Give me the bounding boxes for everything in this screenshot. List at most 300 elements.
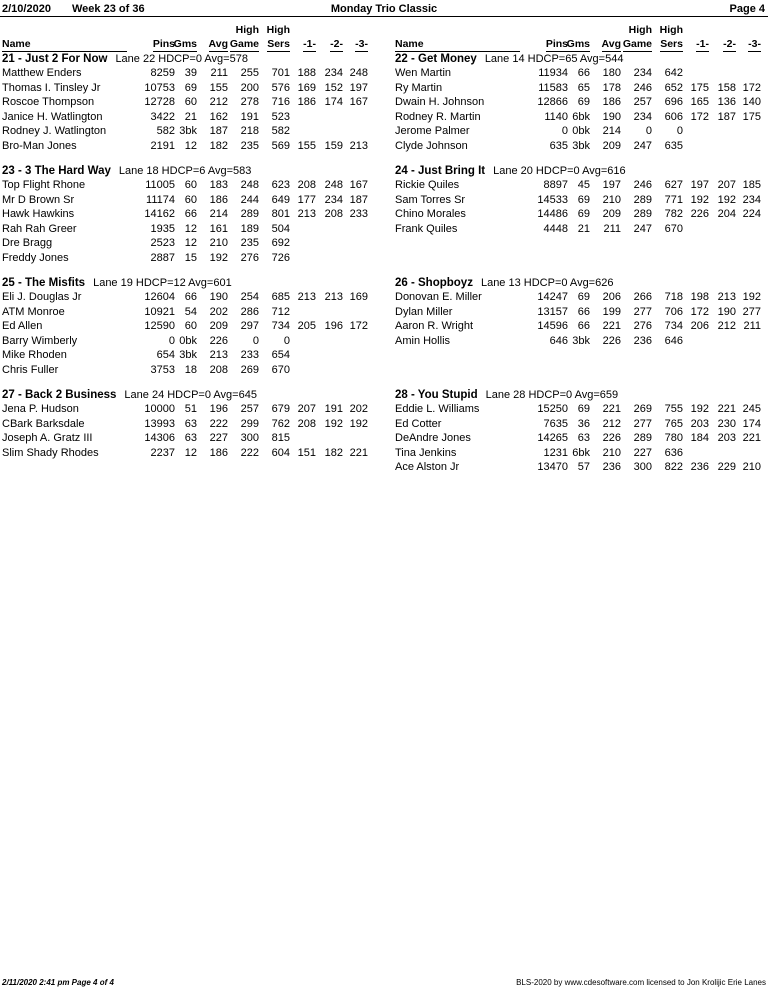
bowler-hs: 654 xyxy=(271,349,290,361)
bowler-g3: 140 xyxy=(742,96,761,108)
bowler-hs: 780 xyxy=(664,432,683,444)
bowler-avg: 222 xyxy=(209,417,228,430)
report-date: 2/10/2020 xyxy=(2,3,51,15)
bowler-hs: 652 xyxy=(664,81,683,94)
bowler-g3: 167 xyxy=(349,96,368,108)
bowler-row xyxy=(395,431,768,446)
bowler-g3: 221 xyxy=(742,432,761,444)
bowler-hs: 636 xyxy=(664,446,683,459)
team-block xyxy=(395,388,768,475)
bowler-row xyxy=(2,124,377,139)
bowler-hs: 635 xyxy=(664,139,683,152)
bowler-gms: 21 xyxy=(184,110,197,123)
bowler-gms: 12 xyxy=(184,139,197,152)
bowler-hs: 716 xyxy=(271,96,290,108)
bowler-avg: 212 xyxy=(209,96,228,108)
bowler-avg: 161 xyxy=(209,222,228,235)
bowler-pins: 14533 xyxy=(537,193,568,206)
bowler-g2: 190 xyxy=(717,305,736,318)
column-header-high-sers-top: High xyxy=(659,24,683,36)
bowler-row xyxy=(395,305,768,320)
bowler-name: Top Flight Rhone xyxy=(2,179,86,191)
bowler-g3: 187 xyxy=(349,193,368,206)
bowler-gms: 60 xyxy=(184,96,197,108)
bowler-g1: 188 xyxy=(297,67,316,79)
bowler-hs: 0 xyxy=(283,334,290,347)
bowler-name: Rodney R. Martin xyxy=(395,110,481,123)
bowler-gms: 3bk xyxy=(179,125,197,137)
bowler-avg: 199 xyxy=(602,305,621,318)
bowler-gms: 6bk xyxy=(572,110,590,123)
bowler-hg: 247 xyxy=(633,222,652,235)
bowler-hg: 248 xyxy=(240,179,259,191)
bowler-row xyxy=(2,66,377,81)
bowler-hg: 289 xyxy=(633,208,652,220)
bowler-g3: 210 xyxy=(742,461,761,473)
bowler-gms: 18 xyxy=(184,363,197,376)
bowler-name: Chino Morales xyxy=(395,208,466,220)
bowler-pins: 14596 xyxy=(537,320,568,332)
bowler-pins: 15250 xyxy=(537,403,568,415)
bowler-avg: 210 xyxy=(602,446,621,459)
bowler-g2: 182 xyxy=(324,446,343,459)
bowler-hg: 269 xyxy=(633,403,652,415)
bowler-g2: 196 xyxy=(324,320,343,332)
bowler-name: Freddy Jones xyxy=(2,251,69,264)
bowler-g1: 186 xyxy=(297,96,316,108)
bowler-g3: 197 xyxy=(349,81,368,94)
bowler-g2: 213 xyxy=(324,291,343,303)
team-title-line xyxy=(2,388,377,402)
footer-license: BLS-2020 by www.cdesoftware.com licensed to Jon Krolijic Erie Lanes xyxy=(516,978,766,987)
team-title-line xyxy=(395,164,768,178)
bowler-hg: 300 xyxy=(240,432,259,444)
bowler-hg: 233 xyxy=(240,349,259,361)
bowler-g3: 172 xyxy=(349,320,368,332)
bowler-gms: 39 xyxy=(184,67,197,79)
bowler-g2: 234 xyxy=(324,67,343,79)
bowler-g3: 167 xyxy=(349,179,368,191)
bowler-pins: 12866 xyxy=(537,96,568,108)
bowler-pins: 3753 xyxy=(150,363,175,376)
team-info: Lane 28 HDCP=0 Avg=659 xyxy=(485,389,619,401)
bowler-g1: 192 xyxy=(690,193,709,206)
bowler-avg: 208 xyxy=(209,363,228,376)
bowler-row xyxy=(395,110,768,125)
bowler-name: Bro-Man Jones xyxy=(2,139,77,152)
bowler-row xyxy=(395,290,768,305)
bowler-row xyxy=(395,193,768,208)
bowler-hs: 726 xyxy=(271,251,290,264)
bowler-pins: 3422 xyxy=(150,110,175,123)
bowler-g2: 208 xyxy=(324,208,343,220)
bowler-pins: 2191 xyxy=(150,139,175,152)
bowler-hg: 278 xyxy=(240,96,259,108)
bowler-hg: 234 xyxy=(633,110,652,123)
bowler-name: Amin Hollis xyxy=(395,334,451,347)
bowler-row xyxy=(395,95,768,110)
bowler-hg: 200 xyxy=(240,81,259,94)
bowler-name: Ace Alston Jr xyxy=(395,461,460,473)
bowler-gms: 12 xyxy=(184,237,197,249)
league-name: Monday Trio Classic xyxy=(330,3,438,15)
bowler-name: Barry Wimberly xyxy=(2,334,78,347)
bowler-hg: 255 xyxy=(240,67,259,79)
bowler-name: Rah Rah Greer xyxy=(2,222,77,235)
team-block xyxy=(395,164,768,236)
bowler-gms: 57 xyxy=(577,461,590,473)
team-info: Lane 20 HDCP=0 Avg=616 xyxy=(493,165,626,177)
bowler-hg: 254 xyxy=(240,291,259,303)
bowler-hs: 762 xyxy=(271,417,290,430)
bowler-row xyxy=(2,222,377,237)
bowler-hs: 0 xyxy=(676,125,683,137)
left-column xyxy=(2,22,377,500)
bowler-avg: 210 xyxy=(209,237,228,249)
bowler-avg: 183 xyxy=(209,179,228,191)
bowler-hg: 235 xyxy=(240,139,259,152)
column-header-high-sers: Sers xyxy=(267,38,290,50)
bowler-gms: 69 xyxy=(577,193,590,206)
bowler-hg: 235 xyxy=(240,237,259,249)
team-block xyxy=(2,164,377,265)
bowler-avg: 186 xyxy=(209,193,228,206)
column-header-name: Name xyxy=(2,38,127,52)
bowler-hs: 604 xyxy=(271,446,290,459)
bowler-pins: 1231 xyxy=(543,446,568,459)
bowler-hs: 649 xyxy=(271,193,290,206)
bowler-gms: 0bk xyxy=(179,334,197,347)
bowler-name: Eddie L. Williams xyxy=(395,403,480,415)
bowler-g3: 169 xyxy=(349,291,368,303)
bowler-row xyxy=(2,431,377,446)
bowler-hs: 815 xyxy=(271,432,290,444)
team-info: Lane 19 HDCP=12 Avg=601 xyxy=(93,277,232,289)
team-name: 27 - Back 2 Business xyxy=(2,389,117,401)
team-info: Lane 14 HDCP=65 Avg=544 xyxy=(484,53,624,65)
bowler-g3: 192 xyxy=(349,417,368,430)
team-title-line xyxy=(2,276,377,290)
bowler-pins: 2237 xyxy=(150,446,175,459)
bowler-gms: 60 xyxy=(184,193,197,206)
bowler-hg: 0 xyxy=(645,125,652,137)
bowler-g1: 177 xyxy=(297,193,316,206)
bowler-pins: 14162 xyxy=(144,208,175,220)
bowler-hg: 247 xyxy=(633,139,652,152)
bowler-hs: 765 xyxy=(664,417,683,430)
bowler-pins: 14486 xyxy=(537,208,568,220)
bowler-g1: 213 xyxy=(297,291,316,303)
bowler-pins: 13470 xyxy=(537,461,568,473)
bowler-g1: 184 xyxy=(690,432,709,444)
bowler-gms: 69 xyxy=(577,208,590,220)
bowler-row xyxy=(395,402,768,417)
bowler-hg: 289 xyxy=(633,432,652,444)
bowler-pins: 12590 xyxy=(144,320,175,332)
bowler-g2: 230 xyxy=(717,417,736,430)
bowler-row xyxy=(395,66,768,81)
bowler-name: Jena P. Hudson xyxy=(2,403,79,415)
bowler-gms: 69 xyxy=(577,291,590,303)
bowler-row xyxy=(395,222,768,237)
bowler-g1: 165 xyxy=(690,96,709,108)
bowler-g2: 248 xyxy=(324,179,343,191)
bowler-name: Roscoe Thompson xyxy=(2,96,95,108)
bowler-avg: 213 xyxy=(209,349,228,361)
bowler-hs: 712 xyxy=(271,305,290,318)
bowler-g2: 192 xyxy=(324,417,343,430)
bowler-hs: 623 xyxy=(271,179,290,191)
bowler-g2: 213 xyxy=(717,291,736,303)
bowler-name: Clyde Johnson xyxy=(395,139,468,152)
bowler-name: Jerome Palmer xyxy=(395,125,470,137)
column-header-pins: Pins xyxy=(545,38,568,50)
team-name: 22 - Get Money xyxy=(395,53,477,65)
bowler-row xyxy=(2,348,377,363)
team-title-line xyxy=(395,276,768,290)
bowler-pins: 646 xyxy=(549,334,568,347)
bowler-hg: 246 xyxy=(633,179,652,191)
bowler-hg: 297 xyxy=(240,320,259,332)
bowler-g1: 192 xyxy=(690,403,709,415)
bowler-avg: 162 xyxy=(209,110,228,123)
bowler-gms: 69 xyxy=(577,96,590,108)
bowler-g1: 236 xyxy=(690,461,709,473)
bowler-gms: 60 xyxy=(184,179,197,191)
team-name: 25 - The Misfits xyxy=(2,277,86,289)
bowler-avg: 209 xyxy=(602,208,621,220)
bowler-gms: 66 xyxy=(577,320,590,332)
bowler-name: Aaron R. Wright xyxy=(395,320,474,332)
bowler-hg: 218 xyxy=(240,125,259,137)
team-info: Lane 18 HDCP=6 Avg=583 xyxy=(118,165,252,177)
bowler-row xyxy=(395,81,768,96)
bowler-name: Tina Jenkins xyxy=(395,446,457,459)
bowler-name: Matthew Enders xyxy=(2,67,82,79)
bowler-pins: 1935 xyxy=(150,222,175,235)
bowler-pins: 13157 xyxy=(537,305,568,318)
bowler-gms: 66 xyxy=(577,305,590,318)
bowler-pins: 14247 xyxy=(537,291,568,303)
bowler-hs: 569 xyxy=(271,139,290,152)
bowler-pins: 8897 xyxy=(543,179,568,191)
bowler-row xyxy=(2,363,377,378)
bowler-hs: 642 xyxy=(664,67,683,79)
bowler-name: Rickie Quiles xyxy=(395,179,460,191)
bowler-pins: 10753 xyxy=(144,81,175,94)
bowler-g2: 187 xyxy=(717,110,736,123)
bowler-g1: 213 xyxy=(297,208,316,220)
bowler-avg: 206 xyxy=(602,291,621,303)
team-block xyxy=(395,52,768,153)
bowler-hs: 718 xyxy=(664,291,683,303)
bowler-g2: 158 xyxy=(717,81,736,94)
bowler-hs: 582 xyxy=(271,125,290,137)
bowler-hs: 670 xyxy=(271,363,290,376)
bowler-g2: 152 xyxy=(324,81,343,94)
column-header-game-3: -3- xyxy=(748,38,761,50)
bowler-pins: 11005 xyxy=(145,179,175,191)
bowler-avg: 186 xyxy=(209,446,228,459)
bowler-row xyxy=(2,290,377,305)
bowler-name: Frank Quiles xyxy=(395,222,458,235)
bowler-name: Janice H. Watlington xyxy=(2,110,103,123)
bowler-hg: 299 xyxy=(240,417,259,430)
bowler-pins: 11583 xyxy=(538,81,568,94)
bowler-avg: 209 xyxy=(602,139,621,152)
bowler-avg: 180 xyxy=(602,67,621,79)
bowler-name: Ed Allen xyxy=(2,320,43,332)
bowler-row xyxy=(395,319,768,334)
team-name: 23 - 3 The Hard Way xyxy=(2,165,111,177)
bowler-hg: 300 xyxy=(633,461,652,473)
bowler-row xyxy=(395,417,768,432)
bowler-row xyxy=(2,81,377,96)
column-header-game-2: -2- xyxy=(723,38,736,50)
bowler-g1: 207 xyxy=(297,403,316,415)
bowler-row xyxy=(2,402,377,417)
team-name: 21 - Just 2 For Now xyxy=(2,53,108,65)
bowler-g3: 224 xyxy=(742,208,761,220)
bowler-hs: 701 xyxy=(271,67,290,79)
bowler-hg: 266 xyxy=(633,291,652,303)
bowler-pins: 1140 xyxy=(544,110,568,123)
column-header-gms: Gms xyxy=(173,38,197,50)
bowler-pins: 11934 xyxy=(538,67,568,79)
bowler-hs: 627 xyxy=(664,179,683,191)
team-info: Lane 22 HDCP=0 Avg=578 xyxy=(115,53,248,65)
bowler-g1: 172 xyxy=(690,110,709,123)
bowler-pins: 2887 xyxy=(150,251,175,264)
bowler-avg: 209 xyxy=(209,320,228,332)
bowler-hg: 189 xyxy=(240,222,259,235)
team-name: 24 - Just Bring It xyxy=(395,165,486,177)
bowler-pins: 8259 xyxy=(150,67,175,79)
team-title-line xyxy=(2,52,377,66)
bowler-gms: 21 xyxy=(577,222,590,235)
bowler-hg: 289 xyxy=(240,208,259,220)
bowler-avg: 186 xyxy=(602,96,621,108)
bowler-gms: 3bk xyxy=(179,349,197,361)
header-divider xyxy=(0,16,768,17)
bowler-gms: 63 xyxy=(577,432,590,444)
bowler-pins: 0 xyxy=(168,334,175,347)
column-header-game-1: -1- xyxy=(303,38,316,50)
bowler-hs: 646 xyxy=(664,334,683,347)
bowler-avg: 226 xyxy=(209,334,228,347)
bowler-gms: 51 xyxy=(184,403,197,415)
bowler-g3: 248 xyxy=(349,67,368,79)
bowler-gms: 69 xyxy=(577,403,590,415)
team-title-line xyxy=(2,164,377,178)
bowler-hs: 706 xyxy=(664,305,683,318)
bowler-avg: 221 xyxy=(602,403,621,415)
bowler-hg: 276 xyxy=(240,251,259,264)
bowler-row xyxy=(2,193,377,208)
bowler-g1: 208 xyxy=(297,179,316,191)
bowler-g2: 192 xyxy=(717,193,736,206)
column-header-high-game: Game xyxy=(229,38,259,50)
bowler-hs: 734 xyxy=(664,320,683,332)
team-info: Lane 24 HDCP=0 Avg=645 xyxy=(124,389,257,401)
bowler-name: ATM Monroe xyxy=(2,305,65,318)
column-header-gms: Gms xyxy=(566,38,590,50)
bowler-row xyxy=(2,207,377,222)
bowler-hs: 606 xyxy=(664,110,683,123)
bowler-pins: 10000 xyxy=(144,403,175,415)
right-column xyxy=(395,22,768,500)
bowler-hs: 696 xyxy=(664,96,683,108)
bowler-row xyxy=(2,305,377,320)
bowler-gms: 3bk xyxy=(572,334,590,347)
bowler-hg: 246 xyxy=(633,81,652,94)
bowler-hg: 277 xyxy=(633,305,652,318)
bowler-hg: 276 xyxy=(633,320,652,332)
bowler-g3: 213 xyxy=(349,139,368,152)
bowler-name: Thomas I. Tinsley Jr xyxy=(2,81,101,94)
bowler-row xyxy=(2,110,377,125)
bowler-avg: 196 xyxy=(209,403,228,415)
page-label: Page 4 xyxy=(729,3,765,15)
bowler-g3: 221 xyxy=(349,446,368,459)
bowler-gms: 63 xyxy=(184,417,197,430)
bowler-hs: 679 xyxy=(271,403,290,415)
bowler-row xyxy=(395,207,768,222)
bowler-row xyxy=(2,236,377,251)
bowler-g3: 233 xyxy=(349,208,368,220)
footer-timestamp: 2/11/2020 2:41 pm Page 4 of 4 xyxy=(2,978,114,987)
bowler-g2: 221 xyxy=(717,403,736,415)
bowler-name: Mr D Brown Sr xyxy=(2,193,75,206)
bowler-g3: 174 xyxy=(742,417,761,430)
bowler-avg: 211 xyxy=(603,222,621,235)
bowler-gms: 69 xyxy=(184,81,197,94)
bowler-hs: 822 xyxy=(664,461,683,473)
bowler-avg: 227 xyxy=(209,432,228,444)
bowler-avg: 178 xyxy=(602,81,621,94)
bowler-avg: 197 xyxy=(602,179,621,191)
bowler-row xyxy=(2,139,377,154)
bowler-hg: 257 xyxy=(633,96,652,108)
column-header-pins: Pins xyxy=(152,38,175,50)
bowler-row xyxy=(2,95,377,110)
bowler-name: Dylan Miller xyxy=(395,305,453,318)
bowler-hg: 277 xyxy=(633,417,652,430)
bowler-avg: 221 xyxy=(602,320,621,332)
bowler-g1: 198 xyxy=(690,291,709,303)
bowler-pins: 0 xyxy=(561,125,568,137)
bowler-row xyxy=(395,124,768,139)
bowler-name: Hawk Hawkins xyxy=(2,208,75,220)
bowler-name: Mike Rhoden xyxy=(2,349,67,361)
bowler-gms: 3bk xyxy=(572,139,590,152)
bowler-hg: 227 xyxy=(633,446,652,459)
column-header-avg: Avg xyxy=(208,38,228,50)
bowler-g1: 155 xyxy=(297,139,316,152)
column-header-avg: Avg xyxy=(601,38,621,50)
bowler-hg: 289 xyxy=(633,193,652,206)
column-header-high-sers-top: High xyxy=(266,24,290,36)
column-header-high-game-top: High xyxy=(628,24,652,36)
bowler-avg: 226 xyxy=(602,334,621,347)
bowler-g2: 159 xyxy=(324,139,343,152)
column-header-game-3: -3- xyxy=(355,38,368,50)
bowler-g1: 208 xyxy=(297,417,316,430)
bowler-pins: 12728 xyxy=(144,96,175,108)
bowler-name: Dwain H. Johnson xyxy=(395,96,485,108)
bowler-pins: 14306 xyxy=(144,432,175,444)
bowler-g2: 203 xyxy=(717,432,736,444)
